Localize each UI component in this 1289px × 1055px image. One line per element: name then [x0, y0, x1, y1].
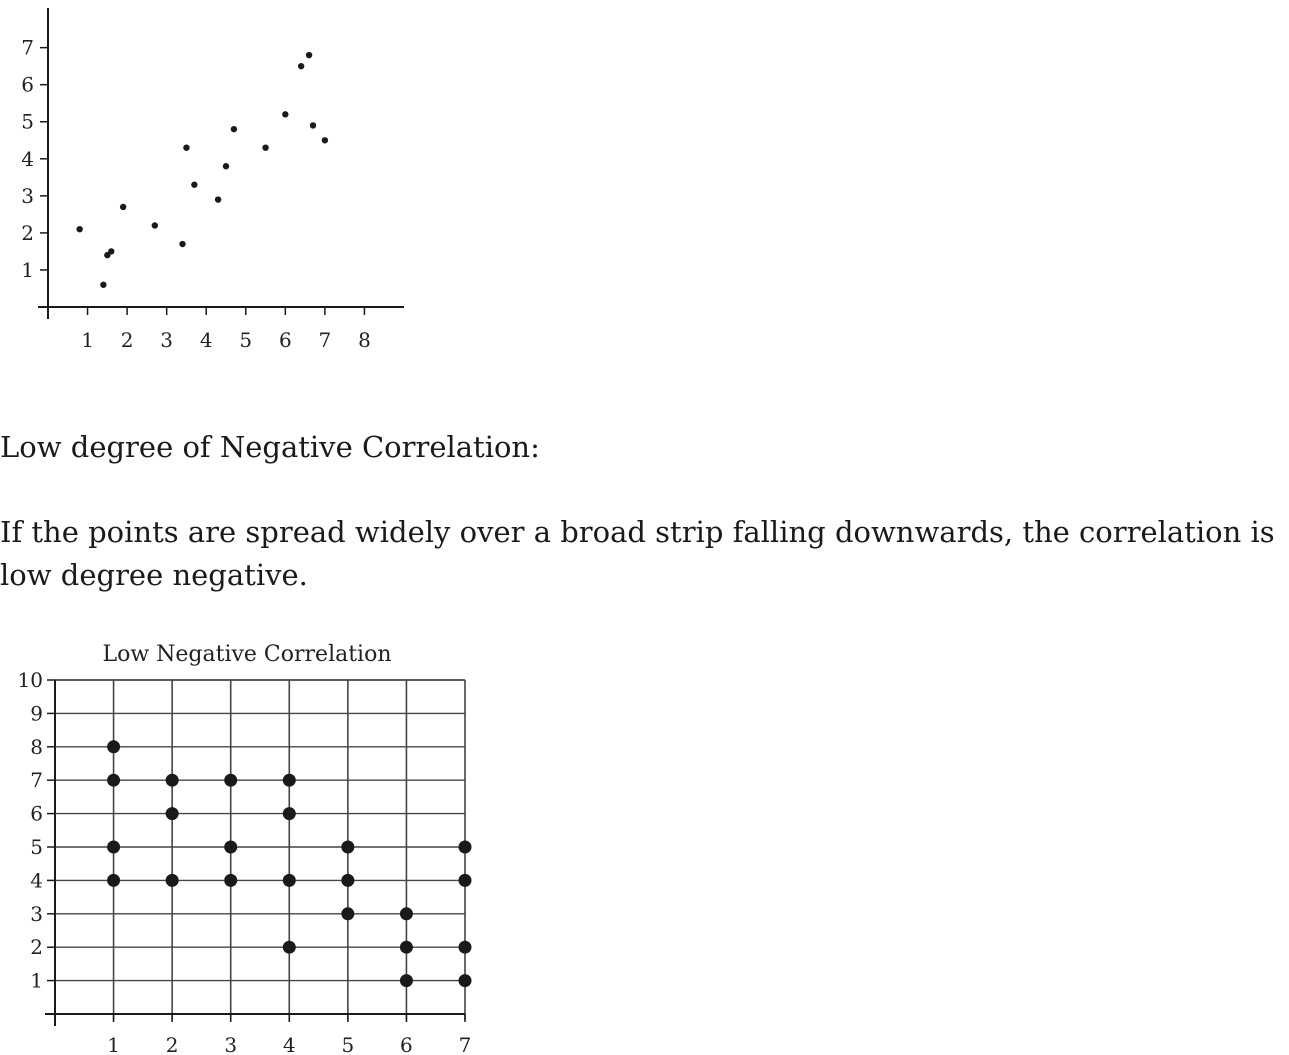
data-point — [282, 111, 288, 117]
x-tick-label: 4 — [199, 328, 213, 352]
y-tick-label: 4 — [30, 868, 43, 893]
section-heading: Low degree of Negative Correlation: — [0, 430, 540, 464]
x-tick-label: 5 — [239, 328, 253, 352]
data-point — [100, 282, 106, 288]
x-tick-label: 7 — [318, 328, 332, 352]
y-tick-label: 2 — [21, 220, 34, 245]
y-tick-label: 7 — [30, 768, 43, 793]
data-point — [341, 841, 354, 854]
data-point — [179, 241, 185, 247]
data-point — [224, 841, 237, 854]
data-point — [459, 841, 472, 854]
data-point — [283, 941, 296, 954]
data-point — [341, 907, 354, 920]
data-point — [107, 874, 120, 887]
y-tick-label: 9 — [30, 701, 43, 726]
y-tick-label: 1 — [21, 257, 34, 282]
data-point — [231, 126, 237, 132]
y-tick-label: 4 — [21, 146, 34, 171]
y-tick-label: 6 — [21, 72, 34, 97]
data-point — [215, 196, 221, 202]
data-point — [459, 874, 472, 887]
data-point — [152, 222, 158, 228]
y-tick-label: 3 — [30, 901, 43, 926]
data-point — [76, 226, 82, 232]
data-point — [459, 974, 472, 987]
data-point — [107, 841, 120, 854]
data-point — [224, 874, 237, 887]
y-tick-label: 10 — [17, 668, 43, 692]
data-point — [166, 774, 179, 787]
data-point — [400, 974, 413, 987]
y-tick-label: 1 — [30, 968, 43, 993]
data-point — [283, 874, 296, 887]
data-point — [262, 144, 268, 150]
data-point — [107, 740, 120, 753]
y-tick-label: 2 — [30, 935, 43, 960]
data-point — [283, 774, 296, 787]
x-tick-label: 4 — [282, 1033, 296, 1055]
x-tick-label: 6 — [400, 1033, 413, 1055]
data-point — [322, 137, 328, 143]
x-tick-label: 1 — [107, 1033, 120, 1055]
data-point — [166, 807, 179, 820]
data-point — [459, 941, 472, 954]
data-point — [120, 204, 126, 210]
y-tick-label: 7 — [21, 35, 34, 60]
x-tick-label: 6 — [278, 328, 292, 352]
data-point — [283, 807, 296, 820]
scatter-chart-positive — [0, 0, 420, 370]
data-point — [400, 941, 413, 954]
data-point — [310, 122, 316, 128]
data-point — [183, 144, 189, 150]
x-tick-label: 1 — [81, 328, 94, 352]
y-tick-label: 3 — [21, 183, 34, 208]
data-point — [224, 774, 237, 787]
x-tick-label: 2 — [165, 1033, 179, 1055]
data-point — [223, 163, 229, 169]
data-point — [107, 774, 120, 787]
data-point — [108, 248, 114, 254]
y-tick-label: 5 — [21, 109, 34, 134]
body-paragraph: If the points are spread widely over a broad strip falling downwards, the correlation is low degree negative. — [0, 515, 1275, 592]
data-point — [400, 907, 413, 920]
data-point — [306, 52, 312, 58]
y-tick-label: 6 — [30, 801, 43, 826]
y-tick-label: 5 — [30, 835, 43, 859]
x-tick-label: 3 — [224, 1033, 238, 1055]
x-tick-label: 3 — [160, 328, 174, 352]
data-point — [191, 182, 197, 188]
y-tick-label: 8 — [30, 734, 43, 759]
chart-title: Low Negative Correlation — [102, 642, 392, 667]
data-point — [166, 874, 179, 887]
scatter-chart-low-negative — [0, 630, 490, 1055]
x-tick-label: 7 — [458, 1033, 472, 1055]
x-tick-label: 8 — [358, 328, 371, 352]
x-tick-label: 5 — [341, 1033, 355, 1055]
x-tick-label: 2 — [120, 328, 134, 352]
data-point — [298, 63, 304, 69]
data-point — [341, 874, 354, 887]
